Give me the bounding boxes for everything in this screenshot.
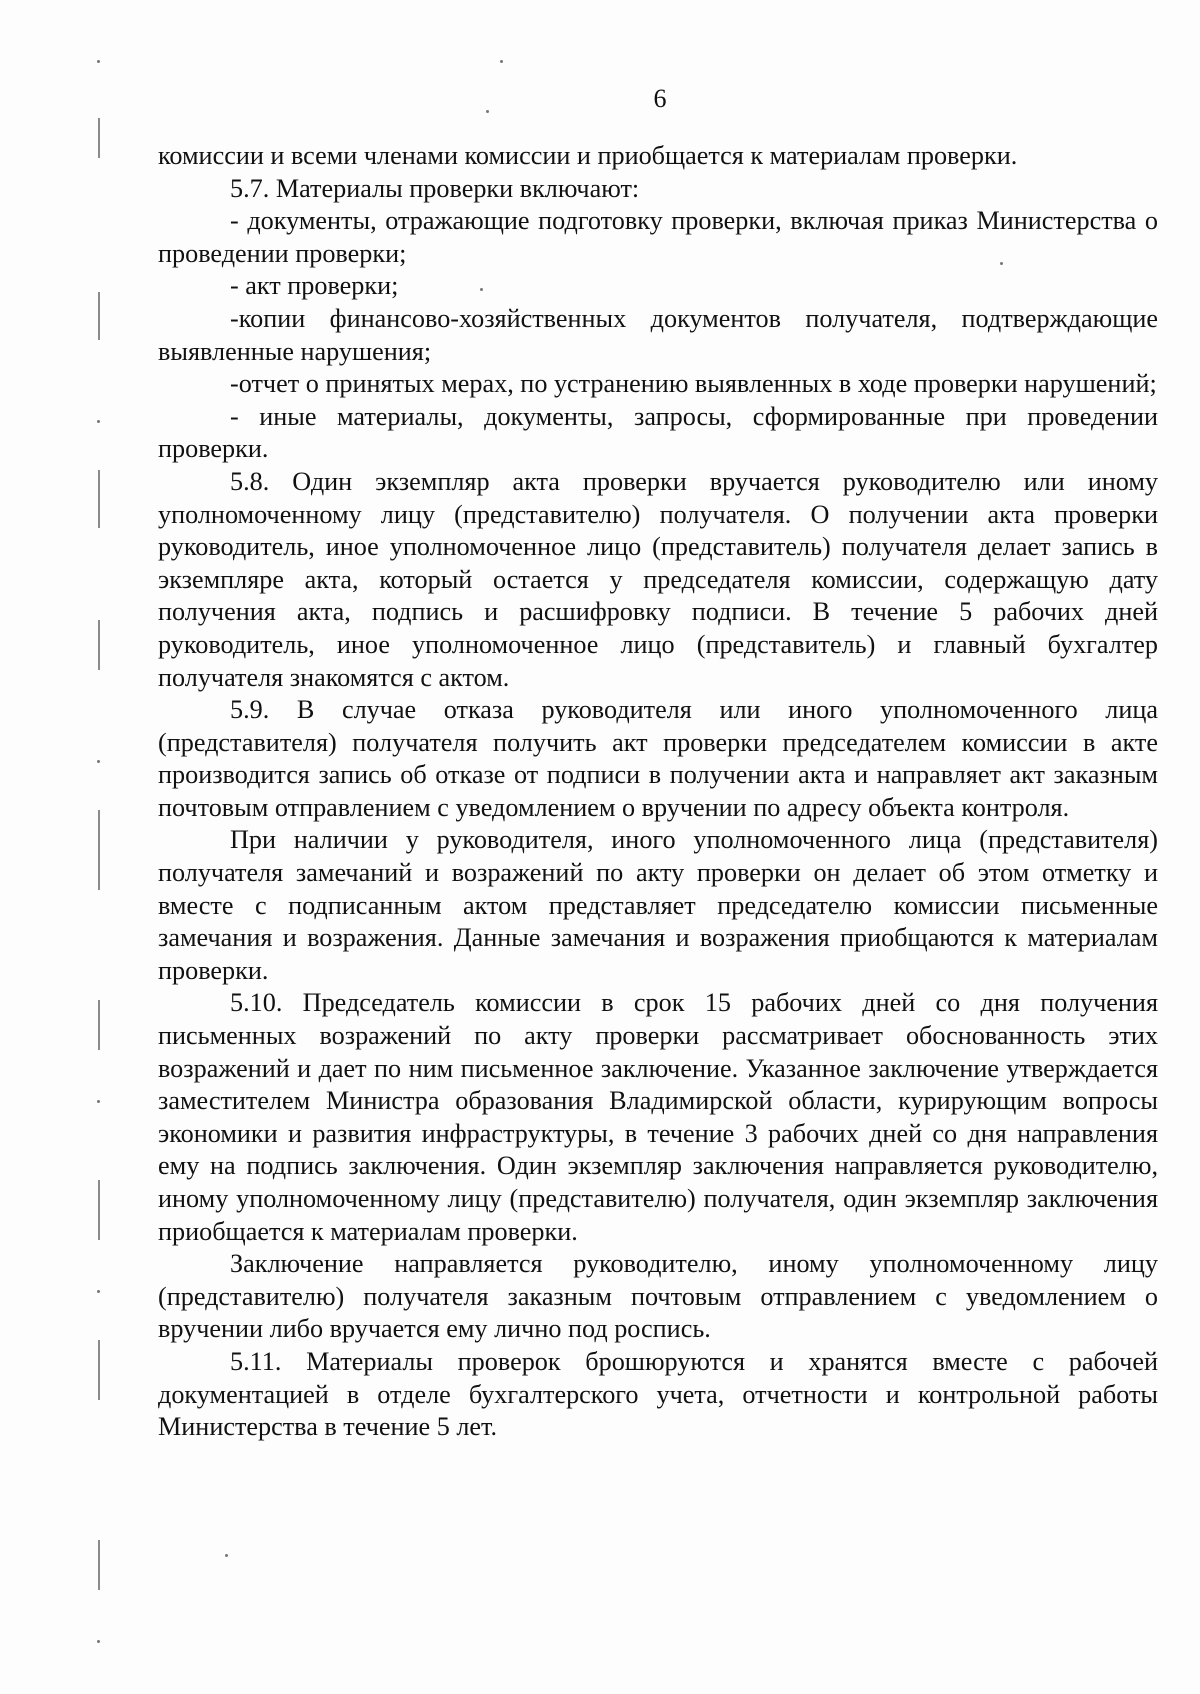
scan-dot [97,1640,100,1643]
paragraph: При наличии у руководителя, иного уполномоченного лица (представителя) получателя замечаний и возражений по акту проверки он делает об этом отметку и вместе с подписанным актом представляет председателю комиссии письменные замечания и возражения. Данные замечания и возражения приобщаются к материалам проверки. [158,825,1158,985]
document-body [158,140,1158,1444]
paragraph: - акт проверки; [230,271,399,301]
binding-mark [98,470,100,528]
paragraph: - иные материалы, документы, запросы, сформированные при проведении проверки. [158,401,1158,464]
paragraph: комиссии и всеми членами комиссии и приобщается к материалам проверки. [158,141,1018,170]
binding-mark [98,1540,100,1590]
scan-dot [97,1100,100,1103]
paragraph: 5.11. Материалы проверок брошюруются и хранятся вместе с рабочей документацией в отделе бухгалтерского учета, отчетности и контрольной работы Министерства в течение 5 лет. [158,1346,1158,1442]
page-number: 6 [653,84,667,113]
paragraph: Заключение направляется руководителю, иному уполномоченному лицу (представителю) получателя заказным почтовым отправлением с уведомлением о вручении либо вручается ему лично под роспись. [158,1249,1158,1344]
scan-dot [97,60,100,63]
scan-dot [97,420,100,423]
binding-mark [98,1340,100,1400]
binding-mark [98,620,100,670]
scan-dot [97,1290,100,1293]
paragraph: 5.7. Материалы проверки включают: [230,173,640,203]
binding-mark [98,118,100,158]
scan-dot [97,760,100,763]
paragraph: - документы, отражающие подготовку проверки, включая приказ Министерства о проведении проверки; [158,206,1158,268]
paragraph: 5.8. Один экземпляр акта проверки вручается руководителю или иному уполномоченному лицу (представителю) получателя. О получении акта проверки руководитель, иное уполномоченное лицо (представитель) получателя делает запись в экземпляре акта, который остается у председателя комиссии, содержащую дату получения акта, подпись и расшифровку подписи. В течение 5 рабочих дней руководитель, иное уполномоченное лицо (представитель) и главный бухгалтер получателя знакомятся с актом. [158,466,1158,692]
scan-dot [225,1554,228,1557]
binding-mark [98,1180,100,1240]
paragraph: 5.9. В случае отказа руководителя или иного уполномоченного лица (представителя) получателя получить акт проверки председателем комиссии в акте производится запись об отказе от подписи в получении акта и направляет акт заказным почтовым отправлением с уведомлением о вручении по адресу объекта контроля. [158,695,1158,822]
scan-dot [500,60,503,63]
paragraph: -копии финансово-хозяйственных документов получателя, подтверждающие выявленные нарушения; [158,303,1158,366]
binding-mark [98,1000,100,1050]
paragraph: -отчет о принятых мерах, по устранению выявленных в ходе проверки нарушений; [230,369,1157,399]
paragraph: 5.10. Председатель комиссии в срок 15 рабочих дней со дня получения письменных возражений по акту проверки рассматривает обоснованность этих возражений и дает по ним письменное заключение. Указанное заключение утверждается заместителем Министра образования Владимирской области, курирующим вопросы экономики и развития инфраструктуры, в течение 3 рабочих дней со дня направления ему на подпись заключения. Один экземпляр заключения направляется руководителю, иному уполномоченному лицу (представителю) получателя, один экземпляр заключения приобщается к материалам проверки. [158,988,1158,1246]
binding-mark [98,292,100,340]
binding-mark [98,810,100,890]
